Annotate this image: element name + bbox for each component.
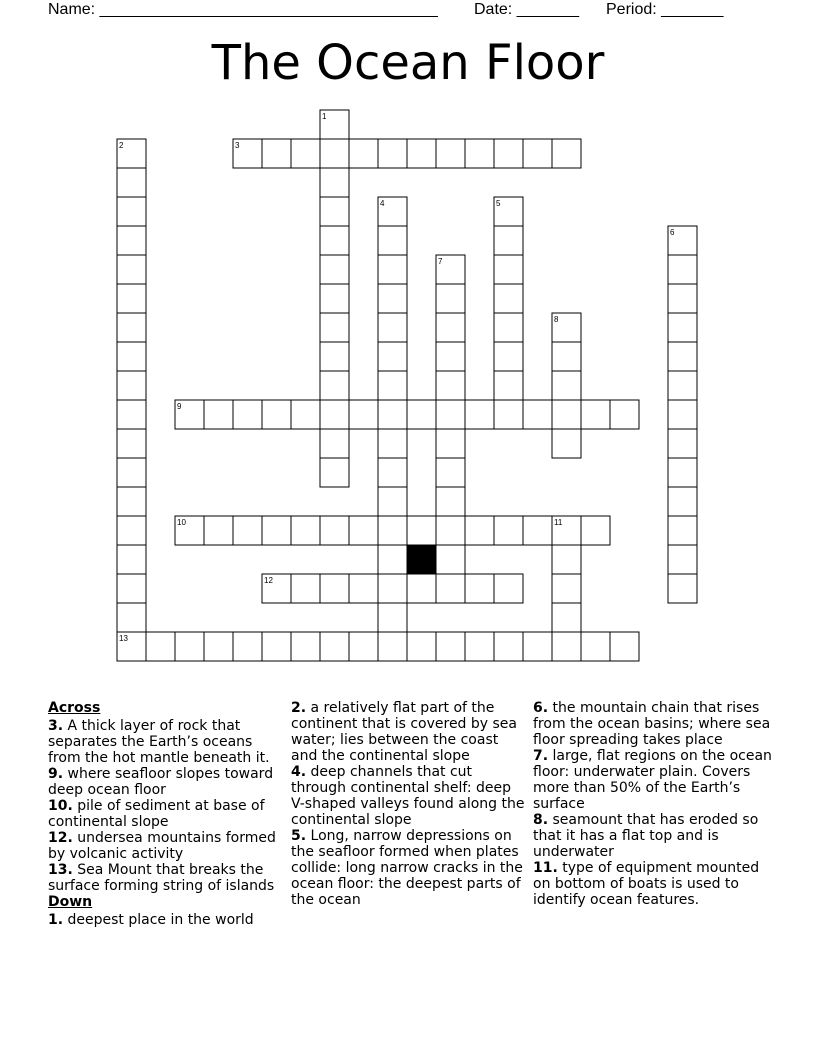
- clue-number: 9.: [48, 766, 64, 782]
- clues-column-1: [48, 700, 280, 928]
- clue-number-label: 7: [438, 257, 443, 266]
- clue-number-label: 11: [554, 518, 563, 527]
- grid-cell[interactable]: [668, 371, 697, 400]
- grid-cell[interactable]: [378, 516, 407, 545]
- grid-cell[interactable]: [494, 284, 523, 313]
- grid-cell[interactable]: [581, 632, 610, 661]
- date-label: Date:: [474, 1, 517, 18]
- name-blank[interactable]: ______________________________________: [99, 1, 438, 18]
- grid-cell[interactable]: [320, 632, 349, 661]
- grid-cell[interactable]: [581, 400, 610, 429]
- black-cell: [407, 545, 436, 574]
- clue-number: 5.: [291, 828, 307, 844]
- clue-number: 6.: [533, 700, 549, 716]
- grid-cell[interactable]: [436, 632, 465, 661]
- grid-cell[interactable]: [378, 139, 407, 168]
- grid-cell[interactable]: [320, 197, 349, 226]
- grid-cell[interactable]: [668, 574, 697, 603]
- grid-cell[interactable]: [523, 516, 552, 545]
- clue-number-label: 13: [119, 634, 128, 643]
- grid-cell[interactable]: [436, 487, 465, 516]
- grid-cell[interactable]: [668, 545, 697, 574]
- clue-text: seamount that has eroded so that it has a flat top and is underwater: [533, 812, 759, 860]
- grid-cell[interactable]: [668, 342, 697, 371]
- grid-cell[interactable]: [320, 371, 349, 400]
- clue-12: [48, 830, 280, 862]
- clue-10: [48, 798, 280, 830]
- clue-13: [48, 862, 280, 894]
- down-heading: Down: [48, 894, 93, 910]
- grid-cell[interactable]: [378, 255, 407, 284]
- grid-cell[interactable]: [494, 574, 523, 603]
- grid-cell[interactable]: [494, 400, 523, 429]
- grid-cell[interactable]: [436, 139, 465, 168]
- grid-cell[interactable]: [494, 342, 523, 371]
- grid-cell[interactable]: [552, 429, 581, 458]
- grid-cell[interactable]: [117, 400, 146, 429]
- clue-9: [48, 766, 280, 798]
- clue-number-label: 3: [235, 141, 240, 150]
- grid-cell[interactable]: [117, 371, 146, 400]
- down-clue-list-part-2: [291, 700, 527, 908]
- grid-cell[interactable]: [378, 226, 407, 255]
- grid-cell[interactable]: [233, 516, 262, 545]
- grid-cell[interactable]: [262, 516, 291, 545]
- grid-cell[interactable]: [291, 516, 320, 545]
- grid-cell[interactable]: [320, 284, 349, 313]
- grid-cell[interactable]: [117, 603, 146, 632]
- grid-cell[interactable]: [668, 516, 697, 545]
- grid-cell[interactable]: [465, 139, 494, 168]
- clue-text: large, flat regions on the ocean floor: underwater plain. Covers more than 50% of the Earth’s surface: [533, 748, 772, 812]
- grid-cell[interactable]: [407, 516, 436, 545]
- grid-cell[interactable]: [436, 545, 465, 574]
- grid-cell[interactable]: [378, 545, 407, 574]
- grid-cell[interactable]: [349, 516, 378, 545]
- grid-cell[interactable]: [465, 574, 494, 603]
- grid-cell[interactable]: [523, 139, 552, 168]
- grid-cell[interactable]: [349, 574, 378, 603]
- clue-number-label: 5: [496, 199, 501, 208]
- clue-text: undersea mountains formed by volcanic activity: [48, 830, 276, 862]
- grid-cell[interactable]: [117, 255, 146, 284]
- clue-number: 8.: [533, 812, 549, 828]
- grid-cell[interactable]: [349, 632, 378, 661]
- grid-cell[interactable]: [262, 632, 291, 661]
- grid-cell[interactable]: [320, 226, 349, 255]
- grid-cell[interactable]: [494, 226, 523, 255]
- grid-cell[interactable]: [262, 139, 291, 168]
- grid-cell[interactable]: [378, 574, 407, 603]
- grid-cell[interactable]: [668, 255, 697, 284]
- grid-cell[interactable]: [436, 458, 465, 487]
- grid-cell[interactable]: [233, 632, 262, 661]
- clue-number-label: 10: [177, 518, 186, 527]
- clue-7: [533, 748, 773, 812]
- grid-cell[interactable]: [668, 429, 697, 458]
- grid-cell[interactable]: [523, 632, 552, 661]
- clue-number: 4.: [291, 764, 307, 780]
- grid-cell[interactable]: [581, 516, 610, 545]
- grid-cell[interactable]: [436, 313, 465, 342]
- grid-cell[interactable]: [291, 139, 320, 168]
- grid-cell[interactable]: [552, 545, 581, 574]
- clue-number-label: 4: [380, 199, 385, 208]
- clue-number: 13.: [48, 862, 73, 878]
- grid-cell[interactable]: [552, 342, 581, 371]
- grid-cell[interactable]: [378, 429, 407, 458]
- grid-cell[interactable]: [668, 400, 697, 429]
- date-blank[interactable]: _______: [516, 1, 579, 18]
- grid-cell[interactable]: [668, 313, 697, 342]
- grid-cell[interactable]: [465, 400, 494, 429]
- grid-cell[interactable]: [117, 197, 146, 226]
- clue-number: 11.: [533, 860, 558, 876]
- clue-number-label: 6: [670, 228, 675, 237]
- grid-cell[interactable]: [175, 632, 204, 661]
- grid-cell[interactable]: [668, 487, 697, 516]
- grid-cell[interactable]: [117, 574, 146, 603]
- period-label: Period:: [606, 1, 662, 18]
- grid-cell[interactable]: [436, 574, 465, 603]
- grid-cell[interactable]: [494, 313, 523, 342]
- across-clue-list: [48, 718, 280, 894]
- grid-cell[interactable]: [378, 632, 407, 661]
- grid-cell[interactable]: [610, 632, 639, 661]
- clue-text: pile of sediment at base of continental slope: [48, 798, 265, 830]
- grid-cell[interactable]: [465, 632, 494, 661]
- grid-cell[interactable]: [407, 400, 436, 429]
- clue-number: 12.: [48, 830, 73, 846]
- grid-cell[interactable]: [320, 313, 349, 342]
- grid-cell[interactable]: [436, 429, 465, 458]
- grid-cell[interactable]: [117, 487, 146, 516]
- grid-cell[interactable]: [291, 400, 320, 429]
- grid-cell[interactable]: [378, 458, 407, 487]
- clue-text: deepest place in the world: [63, 912, 254, 928]
- clue-text: type of equipment mounted on bottom of boats is used to identify ocean features.: [533, 860, 760, 908]
- grid-cell[interactable]: [320, 458, 349, 487]
- grid-cell[interactable]: [552, 632, 581, 661]
- page-title: The Ocean Floor: [211, 35, 605, 91]
- grid-cell[interactable]: [349, 139, 378, 168]
- grid-cell[interactable]: [378, 371, 407, 400]
- clue-3: [48, 718, 280, 766]
- grid-cell[interactable]: [204, 516, 233, 545]
- grid-cell[interactable]: [233, 400, 262, 429]
- grid-cell[interactable]: [204, 400, 233, 429]
- clue-number-label: 1: [322, 112, 327, 121]
- grid-cell[interactable]: [320, 574, 349, 603]
- grid-cell[interactable]: [291, 574, 320, 603]
- grid-cell[interactable]: [378, 487, 407, 516]
- grid-cell[interactable]: [117, 342, 146, 371]
- grid-cell[interactable]: [320, 516, 349, 545]
- grid-cell[interactable]: [407, 632, 436, 661]
- clue-text: Long, narrow depressions on the seafloor formed when plates collide: long narrow cracks in the ocean floor: the deepest parts of the ocean: [291, 828, 523, 908]
- clue-number-label: 8: [554, 315, 559, 324]
- grid-cell[interactable]: [436, 342, 465, 371]
- clue-8: [533, 812, 773, 860]
- grid-cell[interactable]: [494, 516, 523, 545]
- grid-cell[interactable]: [117, 284, 146, 313]
- grid-cell[interactable]: [291, 632, 320, 661]
- grid-cell[interactable]: [378, 342, 407, 371]
- clue-number: 1.: [48, 912, 64, 928]
- clue-4: [291, 764, 527, 828]
- grid-cell[interactable]: [494, 632, 523, 661]
- grid-cell[interactable]: [523, 400, 552, 429]
- grid-cell[interactable]: [117, 429, 146, 458]
- clue-number: 3.: [48, 718, 64, 734]
- clue-text: deep channels that cut through continental shelf: deep V-shaped valleys found along the continental slope: [291, 764, 525, 828]
- grid-cell[interactable]: [436, 400, 465, 429]
- grid-cell[interactable]: [378, 284, 407, 313]
- clue-number-label: 2: [119, 141, 124, 150]
- grid-cell[interactable]: [378, 400, 407, 429]
- grid-cell[interactable]: [378, 313, 407, 342]
- clue-6: [533, 700, 773, 748]
- grid-cell[interactable]: [320, 139, 349, 168]
- clue-text: where seafloor slopes toward deep ocean floor: [48, 766, 274, 798]
- grid-cell[interactable]: [436, 516, 465, 545]
- grid-cell[interactable]: [668, 458, 697, 487]
- grid-cell[interactable]: [320, 255, 349, 284]
- grid-cell[interactable]: [204, 632, 233, 661]
- grid-cell[interactable]: [610, 400, 639, 429]
- clue-text: A thick layer of rock that separates the Earth’s oceans from the hot mantle beneath it.: [48, 718, 270, 766]
- name-label: Name:: [48, 1, 100, 18]
- grid-cell[interactable]: [117, 313, 146, 342]
- clue-number-label: 12: [264, 576, 273, 585]
- grid-cell[interactable]: [117, 516, 146, 545]
- grid-cell[interactable]: [349, 400, 378, 429]
- grid-cell[interactable]: [407, 574, 436, 603]
- clue-number: 7.: [533, 748, 549, 764]
- clue-5: [291, 828, 527, 908]
- down-clue-list-part-1: [48, 912, 280, 928]
- grid-cell[interactable]: [320, 168, 349, 197]
- grid-cell[interactable]: [552, 603, 581, 632]
- clue-number-label: 9: [177, 402, 182, 411]
- grid-cell[interactable]: [552, 139, 581, 168]
- clue-11: [533, 860, 773, 908]
- clue-number: 2.: [291, 700, 307, 716]
- grid-cell[interactable]: [436, 371, 465, 400]
- grid-cell[interactable]: [552, 400, 581, 429]
- grid-cell[interactable]: [494, 139, 523, 168]
- across-heading: Across: [48, 700, 101, 716]
- clue-text: the mountain chain that rises from the ocean basins; where sea floor spreading takes place: [533, 700, 771, 748]
- grid-cell[interactable]: [320, 429, 349, 458]
- period-blank[interactable]: _______: [661, 1, 724, 18]
- clue-text: a relatively flat part of the continent that is covered by sea water; lies between the coast and the continental slope: [291, 700, 517, 764]
- down-clue-list-part-3: [533, 700, 773, 908]
- grid-cell[interactable]: [436, 284, 465, 313]
- grid-cell[interactable]: [552, 371, 581, 400]
- clue-2: [291, 700, 527, 764]
- grid-cell[interactable]: [378, 603, 407, 632]
- grid-cell[interactable]: [117, 458, 146, 487]
- grid-cell[interactable]: [117, 168, 146, 197]
- clues-column-2: [291, 700, 527, 908]
- grid-cell[interactable]: [262, 400, 291, 429]
- grid-cell[interactable]: [494, 255, 523, 284]
- grid-cell[interactable]: [146, 632, 175, 661]
- clues-column-3: [533, 700, 773, 908]
- grid-cell[interactable]: [494, 371, 523, 400]
- clue-1: [48, 912, 280, 928]
- grid-cell[interactable]: [668, 284, 697, 313]
- grid-cell[interactable]: [465, 516, 494, 545]
- clue-number: 10.: [48, 798, 73, 814]
- grid-cell[interactable]: [320, 400, 349, 429]
- grid-cell[interactable]: [407, 139, 436, 168]
- grid-cell[interactable]: [552, 574, 581, 603]
- grid-cell[interactable]: [117, 226, 146, 255]
- grid-cell[interactable]: [320, 342, 349, 371]
- grid-cell[interactable]: [117, 545, 146, 574]
- clue-text: Sea Mount that breaks the surface forming string of islands: [48, 862, 275, 894]
